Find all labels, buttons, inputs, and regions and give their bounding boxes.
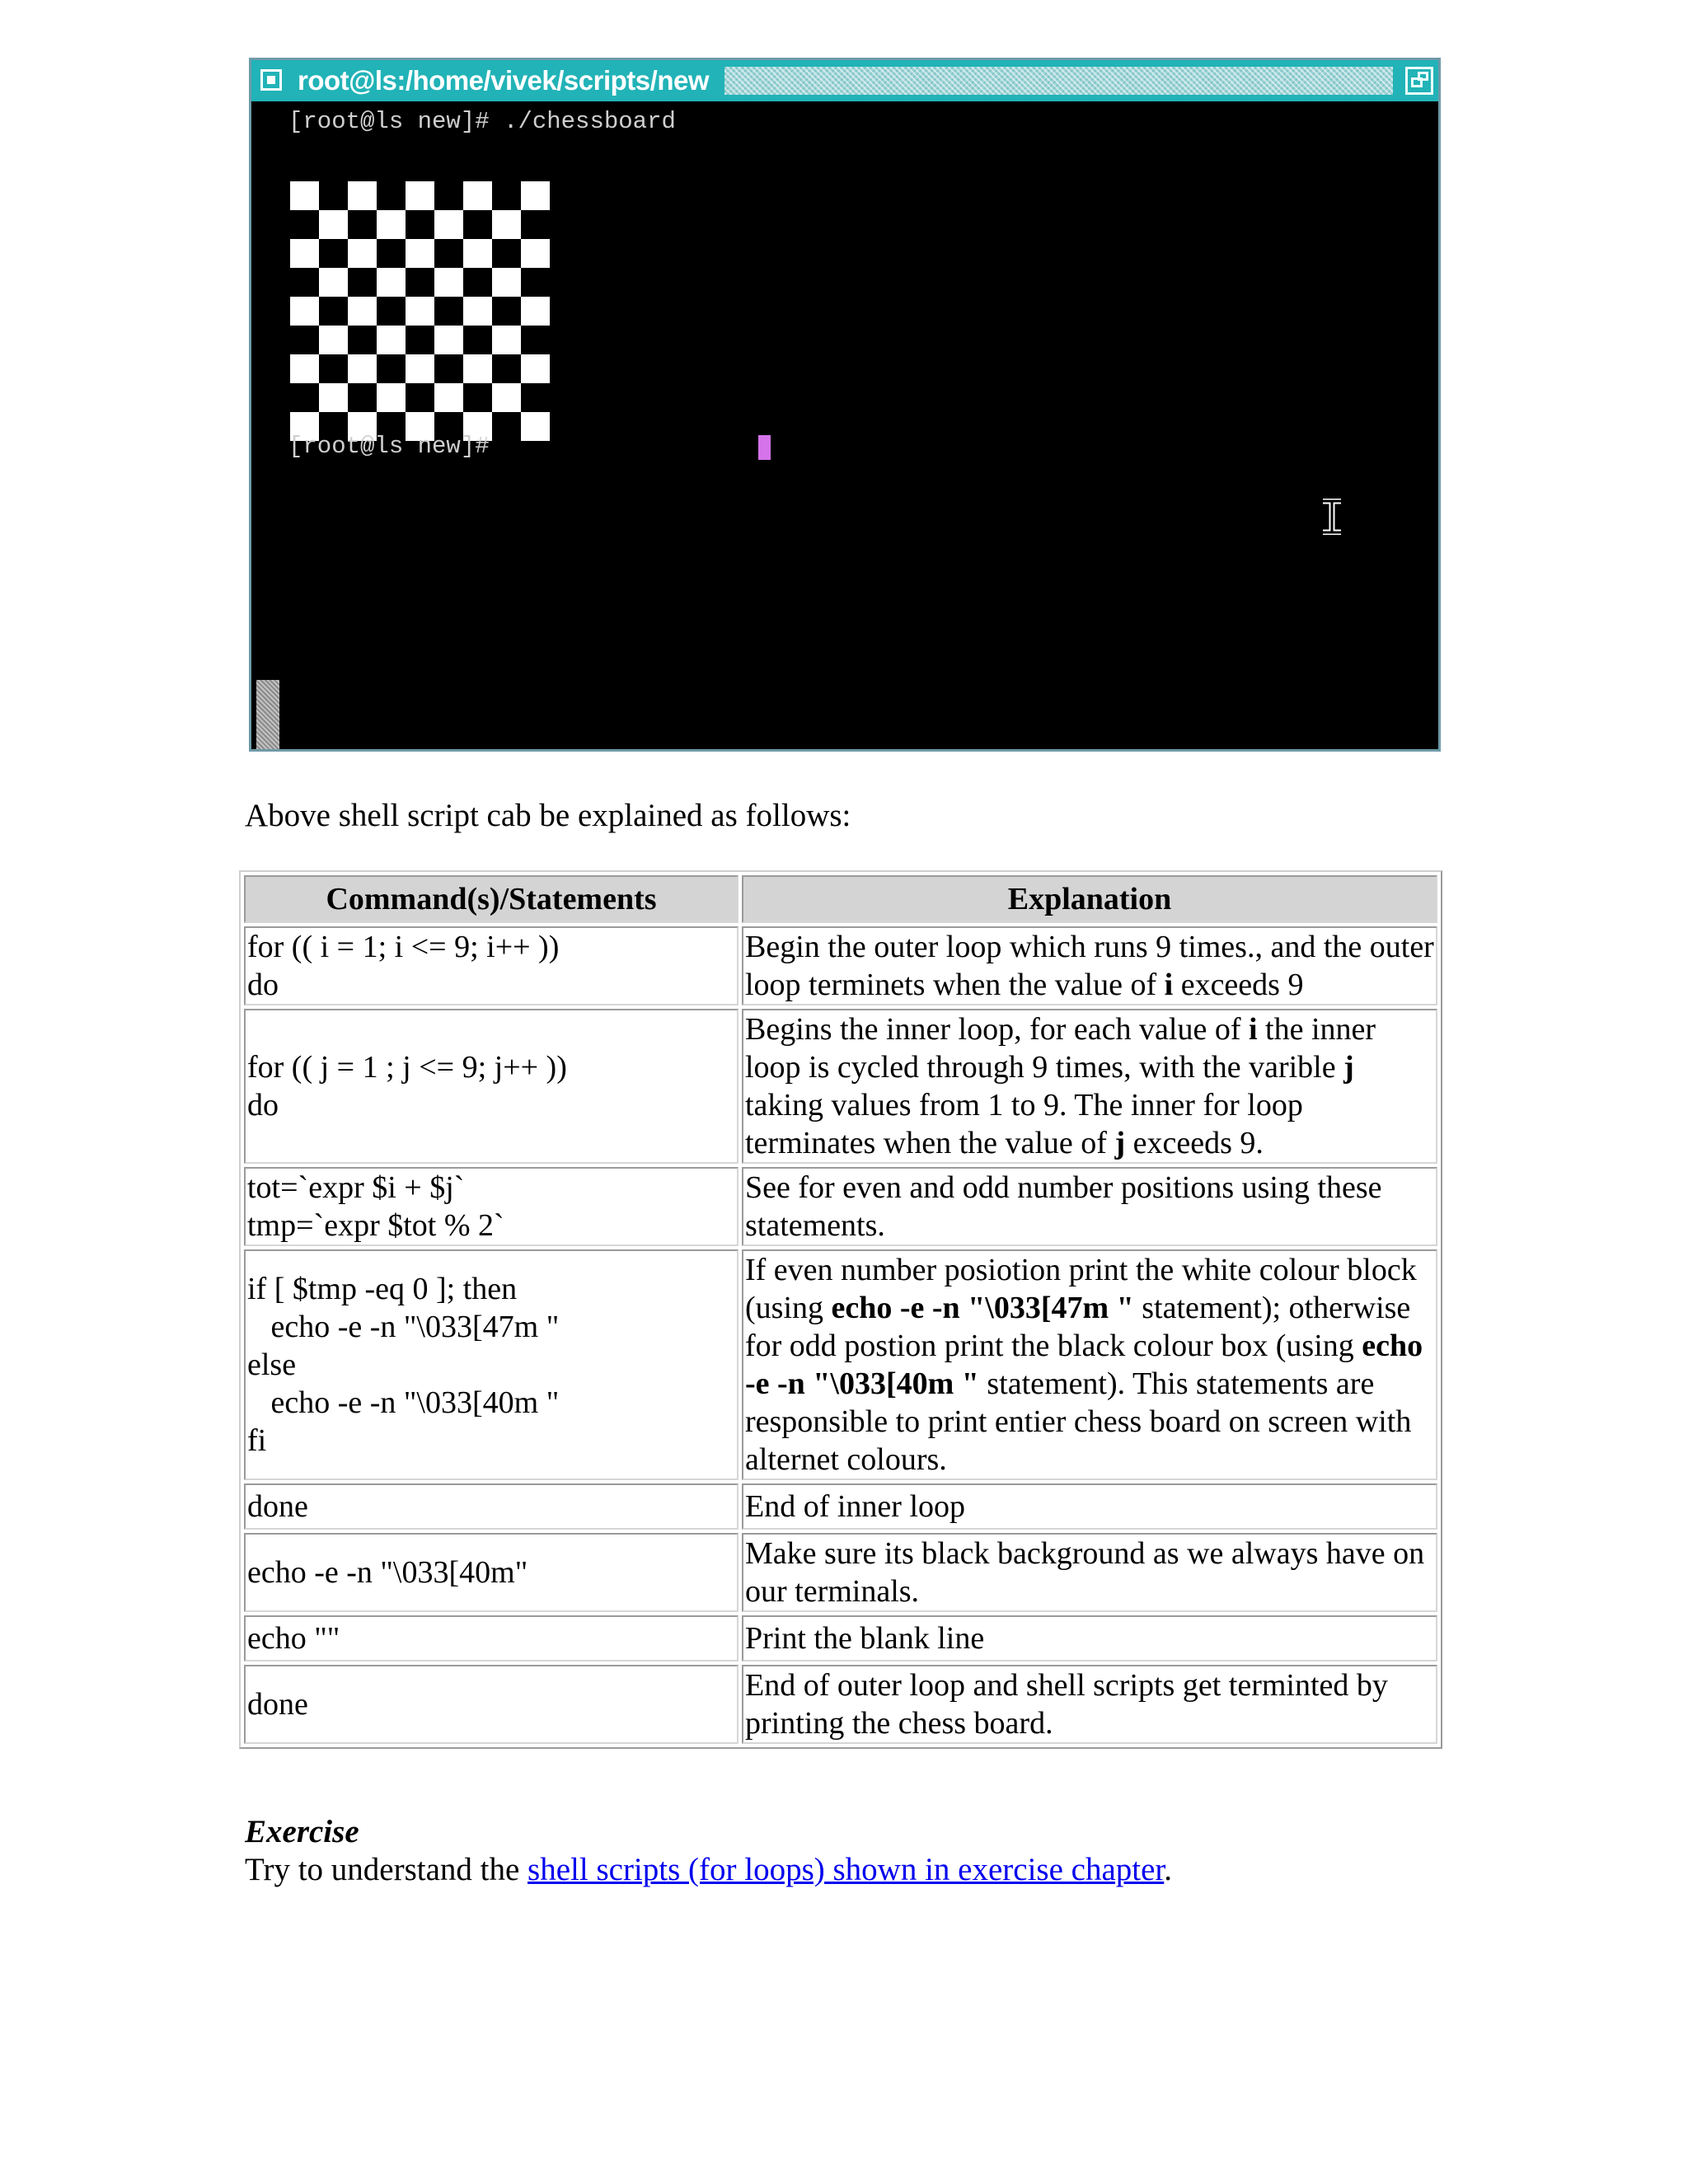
exercise-text (245, 1851, 1172, 1889)
command-cell: for (( i = 1; i <= 9; i++ )) do (244, 926, 738, 1005)
explanation-text: See for even and odd number positions using these statements. (745, 1170, 1382, 1243)
explanation-cell (742, 1533, 1437, 1612)
terminal-body[interactable] (251, 101, 1438, 749)
intro-text: Above shell script cab be explained as follows: (245, 798, 851, 833)
explanation-cell (742, 1167, 1437, 1246)
explanation-text: End of inner loop (745, 1489, 966, 1524)
maximize-icon[interactable] (1405, 67, 1433, 95)
terminal-title-bar (251, 60, 1438, 101)
explanation-bold-text: i (1164, 968, 1174, 1002)
terminal-title: root@ls:/home/vivek/scripts/new (298, 65, 709, 96)
exercise-heading: Exercise (245, 1814, 359, 1849)
table-row (244, 1009, 1437, 1164)
explanation-table (239, 870, 1442, 1749)
explanation-text: Begin the outer loop which runs 9 times., and the outer loop terminets when the value of (745, 930, 1434, 1002)
command-cell: tot=`expr $i + $j` tmp=`expr $tot % 2` (244, 1167, 738, 1246)
explanation-bold-text: echo -e -n "\033[40m " (745, 1329, 1423, 1401)
explanation-cell (742, 1009, 1437, 1164)
header-commands: Command(s)/Statements (244, 875, 738, 923)
command-cell: done (244, 1483, 738, 1530)
explanation-text: Make sure its black background as we always have on our terminals. (745, 1536, 1425, 1609)
prompt-line-command: [root@ls new]# ./chessboard (288, 108, 676, 135)
explanation-text: the inner loop is cycled through 9 times, with the varible (745, 1012, 1376, 1085)
window-menu-icon[interactable] (260, 69, 282, 91)
explanation-text: End of outer loop and shell scripts get terminted by printing the chess board. (745, 1668, 1388, 1741)
explanation-bold-text: j (1343, 1050, 1354, 1085)
explanation-bold-text: i (1248, 1012, 1258, 1047)
exercise-text-before: Try to understand the (245, 1852, 528, 1887)
explanation-cell (742, 1615, 1437, 1661)
explanation-text: exceeds 9. (1125, 1126, 1264, 1160)
explanation-cell (742, 926, 1437, 1005)
explanation-bold-text: echo -e -n "\033[47m " (831, 1291, 1134, 1325)
table-row (244, 1249, 1437, 1480)
chessboard-output (290, 181, 550, 441)
prompt-line-current: [root@ls new]# (288, 433, 504, 460)
explanation-cell (742, 1249, 1437, 1480)
terminal-window (249, 58, 1441, 752)
explanation-cell (742, 1665, 1437, 1744)
table-row (244, 1483, 1437, 1530)
table-row (244, 1665, 1437, 1744)
command-cell: done (244, 1665, 738, 1744)
table-row (244, 1615, 1437, 1661)
command-cell: if [ $tmp -eq 0 ]; then echo -e -n "\033[47m " else echo -e -n "\033[40m " fi (244, 1249, 738, 1480)
explanation-cell (742, 1483, 1437, 1530)
scrollbar-thumb[interactable] (256, 680, 279, 749)
table-header-row (244, 875, 1437, 923)
ibeam-cursor-icon (1320, 499, 1344, 535)
explanation-text: exceeds 9 (1173, 968, 1304, 1002)
explanation-text: Begins the inner loop, for each value of (745, 1012, 1249, 1047)
table-row (244, 1533, 1437, 1612)
text-cursor (758, 435, 771, 460)
explanation-text: If even number posiotion print the white colour block (using (745, 1253, 1417, 1325)
title-bar-pattern (724, 67, 1393, 95)
table-row (244, 1167, 1437, 1246)
exercise-section (245, 1813, 1172, 1889)
explanation-text: Print the blank line (745, 1621, 985, 1656)
explanation-bold-text: j (1114, 1126, 1126, 1160)
command-cell: for (( j = 1 ; j <= 9; j++ )) do (244, 1009, 738, 1164)
command-cell: echo -e -n "\033[40m" (244, 1533, 738, 1612)
explanation-text: statement); otherwise for odd postion print the black colour box (using (745, 1291, 1411, 1363)
explanation-text: statement). This statements are responsible to print entier chess board on screen with alternet colours. (745, 1366, 1412, 1477)
header-explanation: Explanation (742, 875, 1437, 923)
table-row (244, 926, 1437, 1005)
exercise-chapter-link[interactable]: shell scripts (for loops) shown in exercise chapter (528, 1852, 1165, 1887)
command-cell: echo "" (244, 1615, 738, 1661)
explanation-text: taking values from 1 to 9. The inner for loop terminates when the value of (745, 1088, 1303, 1160)
exercise-text-after: . (1164, 1852, 1173, 1887)
